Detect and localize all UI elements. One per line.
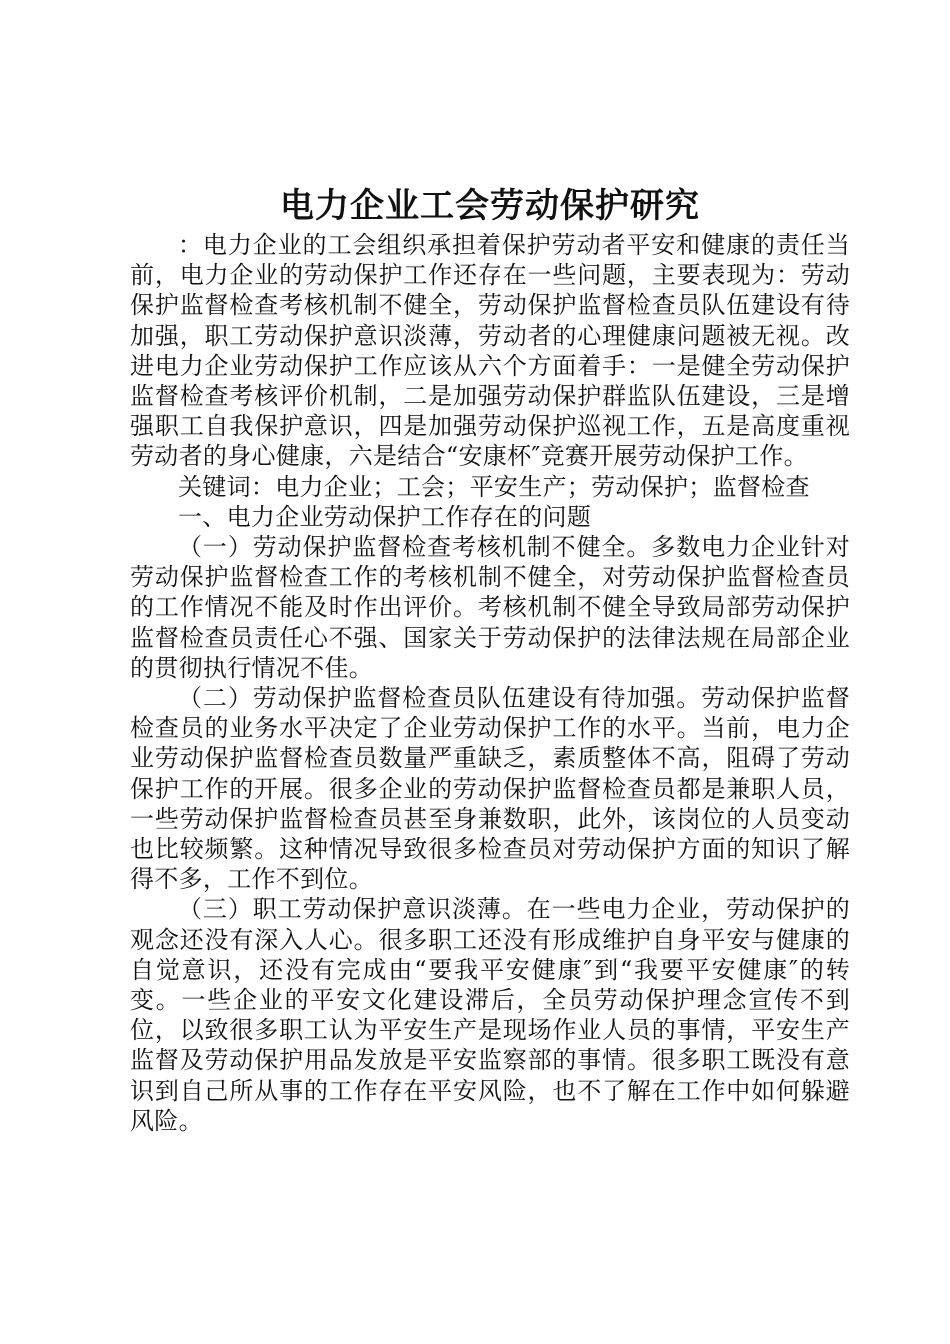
body-paragraph: （三）职工劳动保护意识淡薄。在一些电力企业，劳动保护的观念还没有深入人心。很多职工还没有形成维护自身平安与健康的自觉意识，还没有完成由“要我平安健康″到“我要平安健康″的转变。一些企业的平安文化建设滞后，全员劳动保护理念宣传不到位，以致很多职工认为平安生产是现场作业人员的事情，平安生产监督及劳动保护用品发放是平安监察部的事情。很多职工既没有意识到自己所从事的工作存在平安风险，也不了解在工作中如何躲避风险。	[130, 895, 850, 1135]
document-page	[130, 186, 850, 1136]
body-paragraph: （二）劳动保护监督检查员队伍建设有待加强。劳动保护监督检查员的业务水平决定了企业劳动保护工作的水平。当前，电力企业劳动保护监督检查员数量严重缺乏，素质整体不高，阻碍了劳动保护工作的开展。很多企业的劳动保护监督检查员都是兼职人员，一些劳动保护监督检查员甚至身兼数职，此外，该岗位的人员变动也比较频繁。这种情况导致很多检查员对劳动保护方面的知识了解得不多，工作不到位。	[130, 684, 850, 894]
section-heading: 一、电力企业劳动保护工作存在的问题	[178, 502, 592, 531]
keywords-line: 关键词：电力企业；工会；平安生产；劳动保护；监督检查	[178, 472, 810, 501]
abstract-paragraph: ：电力企业的工会组织承担着保护劳动者平安和健康的责任当前，电力企业的劳动保护工作还存在一些问题，主要表现为：劳动保护监督检查考核机制不健全，劳动保护监督检查员队伍建设有待加强，职工劳动保护意识淡薄，劳动者的心理健康问题被无视。改进电力企业劳动保护工作应该从六个方面着手：一是健全劳动保护监督检查考核评价机制，二是加强劳动保护群监队伍建设，三是增强职工自我保护意识，四是加强劳动保护巡视工作，五是高度重视劳动者的身心健康，六是结合“安康杯″竞赛开展劳动保护工作。	[130, 231, 850, 471]
document-title: 电力企业工会劳动保护研究	[280, 186, 700, 226]
body-paragraph: （一）劳动保护监督检查考核机制不健全。多数电力企业针对劳动保护监督检查工作的考核机制不健全，对劳动保护监督检查员的工作情况不能及时作出评价。考核机制不健全导致局部劳动保护监督检查员责任心不强、国家关于劳动保护的法律法规在局部企业的贯彻执行情况不佳。	[130, 533, 850, 682]
